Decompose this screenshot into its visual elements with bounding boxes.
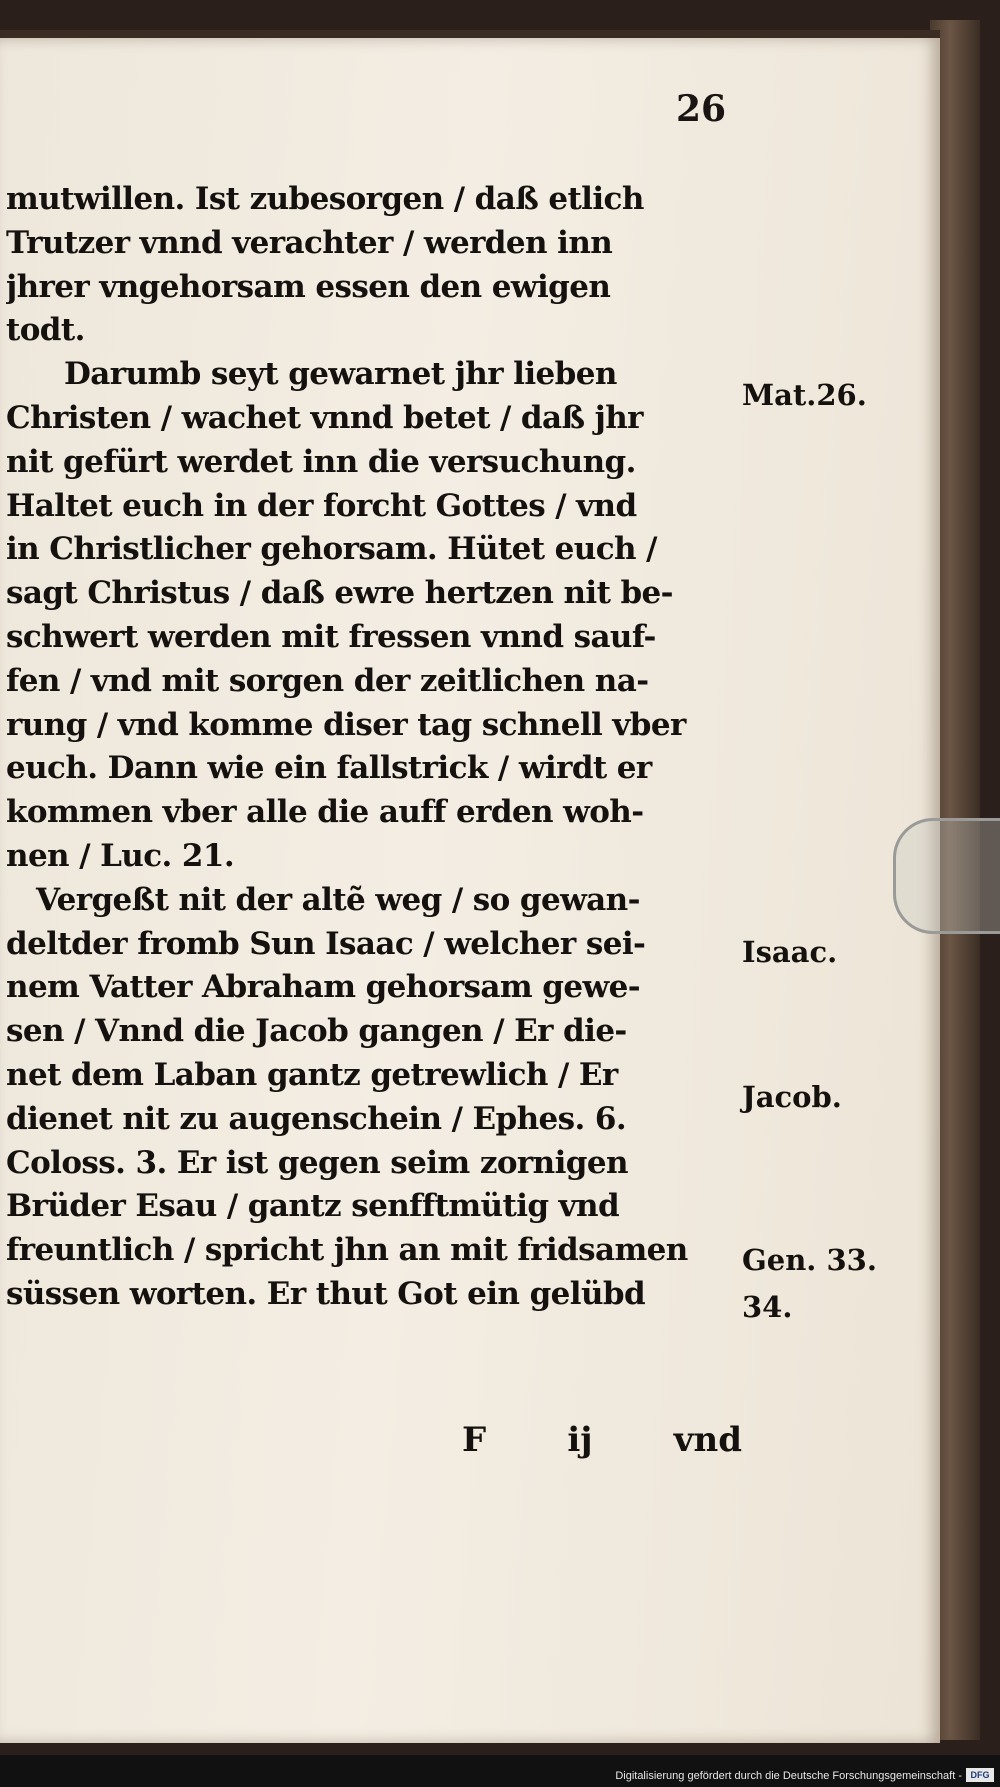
text-line: süssen worten. Er thut Got ein gelübd xyxy=(6,1275,646,1312)
margin-note-jacob: Jacob. xyxy=(742,1080,842,1114)
text-line: in Christlicher gehorsam. Hütet euch / xyxy=(6,531,657,568)
text-line: sagt Christus / daß ewre hertzen nit be- xyxy=(6,575,673,612)
catchwords xyxy=(462,1420,742,1460)
text-line: kommen vber alle die auff erden woh- xyxy=(6,794,644,831)
text-line: nen / Luc. 21. xyxy=(6,837,235,874)
funding-credit: Digitalisierung gefördert durch die Deutsche Forschungsgemeinschaft - xyxy=(615,1770,962,1782)
margin-note-gen: Gen. 33. xyxy=(742,1243,877,1277)
text-line: nit gefürt werdet inn die versuchung. xyxy=(6,443,636,480)
text-line: sen / Vnnd die Jacob gangen / Er die- xyxy=(6,1013,627,1050)
text-line: nem Vatter Abraham gehorsam gewe- xyxy=(6,969,640,1006)
signature-mark: F xyxy=(462,1420,487,1460)
signature-number: ij xyxy=(567,1420,593,1460)
text-line: Vergeßt nit der altẽ weg / so gewan- xyxy=(36,881,640,918)
margin-note-isaac: Isaac. xyxy=(742,935,838,969)
body-text xyxy=(6,178,746,1317)
text-line: Haltet euch in der forcht Gottes / vnd xyxy=(6,487,637,524)
margin-note-verse: 34. xyxy=(742,1290,793,1324)
text-line: mutwillen. Ist zubesorgen / daß etlich xyxy=(6,181,644,217)
dfg-logo: DFG xyxy=(966,1768,994,1782)
text-line: Coloss. 3. Er ist gegen seim zornigen xyxy=(6,1144,628,1181)
text-line: deltder fromb Sun Isaac / welcher sei- xyxy=(6,925,646,962)
catchword: vnd xyxy=(673,1420,742,1460)
text-line: fen / vnd mit sorgen der zeitlichen na- xyxy=(6,662,649,699)
text-line: Darumb seyt gewarnet jhr lieben xyxy=(64,356,617,393)
text-line: net dem Laban gantz getrewlich / Er xyxy=(6,1056,618,1093)
text-line: dienet nit zu augenschein / Ephes. 6. xyxy=(6,1100,627,1137)
margin-note-mat: Mat.26. xyxy=(742,378,867,412)
text-line: freuntlich / spricht jhn an mit fridsamen xyxy=(6,1232,688,1269)
text-line: Christen / wachet vnnd betet / daß jhr xyxy=(6,399,643,436)
text-line: Brüder Esau / gantz senfftmütig vnd xyxy=(6,1188,620,1225)
text-line: rung / vnd komme diser tag schnell vber xyxy=(6,706,686,743)
text-line: euch. Dann wie ein fallstrick / wirdt er xyxy=(6,750,652,787)
text-line: schwert werden mit fressen vnnd sauf- xyxy=(6,618,656,655)
text-line: todt. xyxy=(6,312,85,349)
page-number: 26 xyxy=(676,88,727,130)
page-clip xyxy=(893,818,1000,934)
text-line: Trutzer vnnd verachter / werden inn xyxy=(6,224,613,261)
text-line: jhrer vngehorsam essen den ewigen xyxy=(6,268,611,305)
